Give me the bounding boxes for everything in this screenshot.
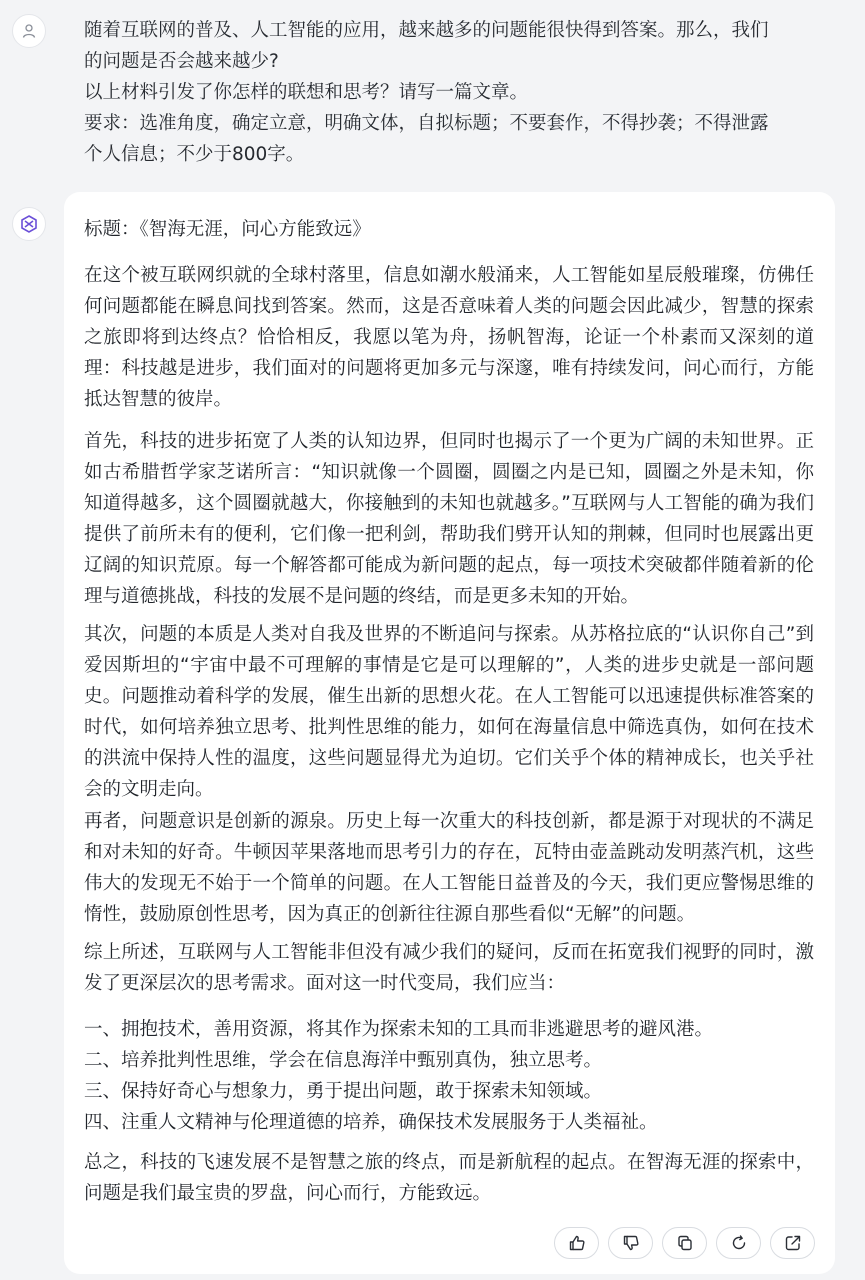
user-message-text bbox=[84, 15, 784, 170]
user-icon bbox=[21, 23, 37, 39]
essay-paragraph-1: 在这个被互联网织就的全球村落里，信息如潮水般涌来，人工智能如星辰般璀璨，仿佛任何问题都能在瞬息间找到答案。然而，这是否意味着人类的问题会因此减少，智慧的探索之旅即将到达终点？恰恰相反，我愿以笔为舟，扬帆智海，论证一个朴素而又深刻的道理：科技越是进步，我们面对的问题将更加多元与深邃，唯有持续发问，问心而行，方能抵达智慧的彼岸。 bbox=[84, 265, 814, 410]
user-line-2: 以上材料引发了你怎样的联想和思考？请写一篇文章。 bbox=[84, 82, 529, 103]
user-avatar bbox=[12, 14, 46, 48]
assistant-logo-icon bbox=[19, 214, 39, 234]
user-line-3: 要求：选准角度，确定立意，明确文体，自拟标题；不要套作，不得抄袭；不得泄露个人信息；不少于800字。 bbox=[84, 113, 769, 165]
list-item: 二、培养批判性思维，学会在信息海洋中甄别真伪，独立思考。 bbox=[84, 1050, 603, 1071]
dislike-button[interactable] bbox=[608, 1227, 653, 1259]
thumbs-up-icon bbox=[568, 1234, 586, 1252]
regenerate-button[interactable] bbox=[716, 1227, 761, 1259]
essay-conclusion: 总之，科技的飞速发展不是智慧之旅的终点，而是新航程的起点。在智海无涯的探索中，问题是我们最宝贵的罗盘，问心而行，方能致远。 bbox=[84, 1152, 814, 1204]
essay-paragraph-5: 综上所述，互联网与人工智能非但没有减少我们的疑问，反而在拓宽我们视野的同时，激发了更深层次的思考需求。面对这一时代变局，我们应当： bbox=[84, 942, 814, 994]
copy-button[interactable] bbox=[662, 1227, 707, 1259]
copy-icon bbox=[676, 1234, 694, 1252]
essay-paragraph-4: 再者，问题意识是创新的源泉。历史上每一次重大的科技创新，都是源于对现状的不满足和对未知的好奇。牛顿因苹果落地而思考引力的存在，瓦特由壶盖跳动发明蒸汽机，这些伟大的发现无不始于一个简单的问题。在人工智能日益普及的今天，我们更应警惕思维的惰性，鼓励原创性思考，因为真正的创新往往源自那些看似“无解”的问题。 bbox=[84, 811, 814, 925]
assistant-avatar bbox=[12, 207, 46, 241]
list-item: 一、拥抱技术，善用资源，将其作为探索未知的工具而非逃避思考的避风港。 bbox=[84, 1019, 714, 1040]
essay-paragraph-2: 首先，科技的进步拓宽了人类的认知边界，但同时也揭示了一个更为广阔的未知世界。正如古希腊哲学家芝诺所言：“知识就像一个圆圈，圆圈之内是已知，圆圈之外是未知，你知道得越多，这个圆圈就越大，你接触到的未知也就越多。”互联网与人工智能的确为我们提供了前所未有的便利，它们像一把利剑，帮助我们劈开认知的荆棘，但同时也展露出更辽阔的知识荒原。每一个解答都可能成为新问题的起点，每一项技术突破都伴随着新的伦理与道德挑战，科技的发展不是问题的终结，而是更多未知的开始。 bbox=[84, 431, 814, 607]
thumbs-down-icon bbox=[622, 1234, 640, 1252]
essay-list bbox=[84, 1014, 814, 1138]
essay-title: 标题：《智海无涯，问心方能致远》 bbox=[84, 219, 371, 240]
share-icon bbox=[784, 1234, 802, 1252]
share-button[interactable] bbox=[770, 1227, 815, 1259]
user-line-1: 随着互联网的普及、人工智能的应用，越来越多的问题能很快得到答案。那么，我们的问题是否会越来越少? bbox=[84, 20, 769, 72]
assistant-message-card bbox=[64, 192, 835, 1274]
list-item: 三、保持好奇心与想象力，勇于提出问题，敢于探索未知领域。 bbox=[84, 1081, 603, 1102]
user-message bbox=[0, 0, 865, 170]
regenerate-icon bbox=[730, 1234, 748, 1252]
essay-paragraph-3: 其次，问题的本质是人类对自我及世界的不断追问与探索。从苏格拉底的“认识你自己”到爱因斯坦的“宇宙中最不可理解的事情是它是可以理解的”，人类的进步史就是一部问题史。问题推动着科学的发展，催生出新的思想火花。在人工智能可以迅速提供标准答案的时代，如何培养独立思考、批判性思维的能力，如何在海量信息中筛选真伪，如何在技术的洪流中保持人性的温度，这些问题显得尤为迫切。它们关乎个体的精神成长，也关乎社会的文明走向。 bbox=[84, 624, 814, 800]
like-button[interactable] bbox=[554, 1227, 599, 1259]
list-item: 四、注重人文精神与伦理道德的培养，确保技术发展服务于人类福祉。 bbox=[84, 1112, 658, 1133]
message-actions bbox=[554, 1227, 815, 1259]
